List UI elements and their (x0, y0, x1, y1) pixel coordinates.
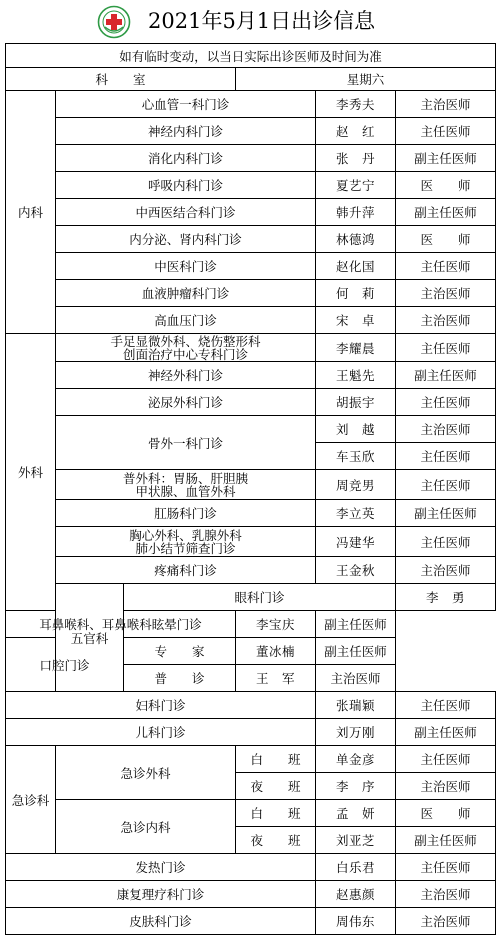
clinic-name: 发热门诊 (6, 854, 316, 881)
sub-clinic: 专 家 (124, 638, 236, 665)
doctor-name: 单金彦 (316, 746, 396, 773)
doctor-name: 董冰楠 (236, 638, 316, 665)
clinic-name: 呼吸内科门诊 (56, 172, 316, 199)
table-row (6, 692, 496, 719)
doctor-name: 冯建华 (316, 527, 396, 557)
table-row (6, 199, 496, 226)
doctor-title: 主治医师 (316, 665, 396, 692)
doctor-title: 主任医师 (396, 527, 496, 557)
doctor-name: 李 勇 (396, 584, 496, 611)
clinic-line: 胸心外科、乳腺外科 (129, 527, 242, 543)
table-row (6, 172, 496, 199)
doctor-title: 医 师 (396, 226, 496, 253)
clinic-line: 甲状腺、血管外科 (135, 483, 236, 499)
doctor-title: 医 师 (396, 172, 496, 199)
doctor-name: 白乐君 (316, 854, 396, 881)
header-row (6, 68, 496, 91)
doctor-name: 赵惠颜 (316, 881, 396, 908)
table-row (6, 800, 496, 827)
clinic-name: 中西医结合科门诊 (56, 199, 316, 226)
doctor-title: 主治医师 (396, 908, 496, 935)
doctor-name: 王 军 (236, 665, 316, 692)
doctor-name: 刘 越 (316, 416, 396, 443)
clinic-line: 手足显微外科、烧伤整形科 (110, 333, 261, 349)
doctor-title: 主治医师 (396, 557, 496, 584)
clinic-name: 急诊内科 (56, 800, 236, 854)
doctor-name: 赵化国 (316, 253, 396, 280)
doctor-name: 宋 卓 (316, 307, 396, 334)
clinic-name: 皮肤科门诊 (6, 908, 316, 935)
doctor-name: 李秀夫 (316, 91, 396, 118)
doctor-name: 周伟东 (316, 908, 396, 935)
doctor-title: 副主任医师 (396, 719, 496, 746)
doctor-title: 主任医师 (396, 118, 496, 145)
doctor-name: 刘万刚 (316, 719, 396, 746)
clinic-name: 内分泌、肾内科门诊 (56, 226, 316, 253)
doctor-name: 何 莉 (316, 280, 396, 307)
doctor-title: 主治医师 (396, 881, 496, 908)
doctor-title: 主任医师 (396, 746, 496, 773)
table-row (6, 746, 496, 773)
dept-header: 科 室 (6, 68, 236, 91)
clinic-name: 血液肿瘤科门诊 (56, 280, 316, 307)
doctor-title: 主任医师 (396, 692, 496, 719)
table-row (6, 362, 496, 389)
notice-text: 如有临时变动，以当日实际出诊医师及时间为准 (6, 44, 496, 68)
doctor-title: 主任医师 (396, 253, 496, 280)
table-row (6, 908, 496, 935)
dept-neike: 内科 (6, 91, 56, 334)
doctor-title: 副主任医师 (396, 362, 496, 389)
table-row (6, 854, 496, 881)
doctor-title: 主治医师 (396, 280, 496, 307)
doctor-title: 主任医师 (396, 443, 496, 470)
table-row (6, 307, 496, 334)
clinic-name: 急诊外科 (56, 746, 236, 800)
page-header (0, 0, 500, 43)
clinic-name: 妇科门诊 (6, 692, 316, 719)
doctor-name: 李宝庆 (236, 611, 316, 638)
doctor-name: 夏艺宁 (316, 172, 396, 199)
doctor-title: 主任医师 (396, 334, 496, 362)
doctor-title: 主任医师 (396, 854, 496, 881)
doctor-title: 主治医师 (396, 91, 496, 118)
doctor-name: 张 丹 (316, 145, 396, 172)
clinic-name: 疼痛科门诊 (56, 557, 316, 584)
doctor-title: 副主任医师 (396, 827, 496, 854)
notice-row (6, 44, 496, 68)
doctor-title: 副主任医师 (396, 500, 496, 527)
table-row (6, 584, 496, 611)
table-row (6, 145, 496, 172)
table-row (6, 557, 496, 584)
doctor-name: 孟 妍 (316, 800, 396, 827)
table-row (6, 389, 496, 416)
clinic-name: 康复理疗科门诊 (6, 881, 316, 908)
doctor-title: 主治医师 (396, 773, 496, 800)
table-row (6, 527, 496, 557)
clinic-line: 创面治疗中心专科门诊 (122, 346, 248, 362)
doctor-name: 刘亚芝 (316, 827, 396, 854)
clinic-name: 高血压门诊 (56, 307, 316, 334)
doctor-title: 副主任医师 (396, 199, 496, 226)
doctor-name: 周竞男 (316, 470, 396, 500)
clinic-name: 肛肠科门诊 (56, 500, 316, 527)
doctor-title: 副主任医师 (316, 638, 396, 665)
table-row (6, 334, 496, 362)
table-row (6, 253, 496, 280)
clinic-name: 口腔门诊 (6, 638, 124, 692)
dept-jizhen: 急诊科 (6, 746, 56, 854)
doctor-name: 胡振宇 (316, 389, 396, 416)
clinic-name: 中医科门诊 (56, 253, 316, 280)
shift-label: 白 班 (236, 746, 316, 773)
doctor-name: 王金秋 (316, 557, 396, 584)
clinic-name: 消化内科门诊 (56, 145, 316, 172)
dept-waike: 外科 (6, 334, 56, 611)
table-row (6, 500, 496, 527)
clinic-name: 泌尿外科门诊 (56, 389, 316, 416)
doctor-title: 副主任医师 (396, 145, 496, 172)
clinic-name-two-line (56, 334, 316, 362)
doctor-title: 副主任医师 (316, 611, 396, 638)
clinic-name: 儿科门诊 (6, 719, 316, 746)
table-row (6, 118, 496, 145)
doctor-name: 李 序 (316, 773, 396, 800)
shift-label: 夜 班 (236, 773, 316, 800)
doctor-name: 韩升萍 (316, 199, 396, 226)
table-row (6, 719, 496, 746)
doctor-title: 主任医师 (396, 389, 496, 416)
clinic-line: 普外科：胃肠、肝胆胰 (122, 470, 248, 486)
clinic-name: 眼科门诊 (124, 584, 396, 611)
clinic-name: 骨外一科门诊 (56, 416, 316, 470)
hospital-logo (97, 5, 131, 39)
clinic-name: 神经外科门诊 (56, 362, 316, 389)
doctor-title: 主任医师 (396, 470, 496, 500)
doctor-name: 车玉欣 (316, 443, 396, 470)
table-row (6, 416, 496, 443)
clinic-name: 心血管一科门诊 (56, 91, 316, 118)
doctor-name: 张瑞颖 (316, 692, 396, 719)
doctor-name: 王魁先 (316, 362, 396, 389)
table-row (6, 226, 496, 253)
sub-clinic: 普 诊 (124, 665, 236, 692)
shift-label: 夜 班 (236, 827, 316, 854)
clinic-name-two-line (56, 470, 316, 500)
page-title: 2021年5月1日出诊信息 (148, 9, 376, 33)
doctor-title: 医 师 (396, 800, 496, 827)
clinic-line: 肺小结节筛查门诊 (135, 540, 236, 556)
clinic-name-two-line (56, 527, 316, 557)
clinic-name: 神经内科门诊 (56, 118, 316, 145)
doctor-name: 李耀晨 (316, 334, 396, 362)
doctor-name: 李立英 (316, 500, 396, 527)
schedule-table (5, 43, 496, 935)
day-header: 星期六 (236, 68, 496, 91)
table-row (6, 91, 496, 118)
clinic-name: 耳鼻喉科、耳鼻喉科眩晕门诊 (6, 611, 236, 638)
doctor-name: 林德鸿 (316, 226, 396, 253)
doctor-title: 主治医师 (396, 307, 496, 334)
table-row (6, 470, 496, 500)
doctor-name: 赵 红 (316, 118, 396, 145)
doctor-title: 主治医师 (396, 416, 496, 443)
table-row (6, 280, 496, 307)
shift-label: 白 班 (236, 800, 316, 827)
table-row (6, 881, 496, 908)
dept-wuguan: 五官科 (56, 584, 124, 692)
